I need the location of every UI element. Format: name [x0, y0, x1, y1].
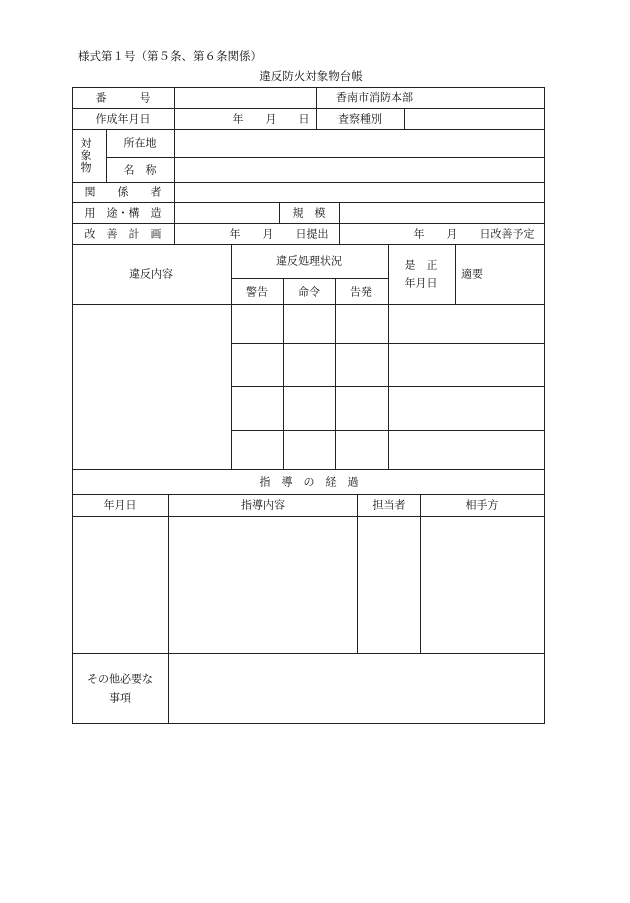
violation-content-label: 違反内容 [129, 267, 173, 281]
location-label: 所在地 [123, 136, 157, 150]
guidance-date-label: 年月日 [103, 498, 137, 512]
other-label-line1: その他必要な [87, 672, 153, 686]
dept-name: 香南市消防本部 [336, 91, 413, 104]
guidance-section-title: 指 導 の 経 過 [259, 475, 359, 489]
warning-label: 警告 [246, 285, 268, 299]
inspection-type-label: 査察種別 [338, 112, 382, 126]
stakeholder-label: 関 係 者 [84, 185, 162, 199]
created-date: 年 月 日 [232, 112, 310, 126]
use-structure-label: 用 途・構 造 [84, 206, 162, 220]
target-label: 対象物 [80, 137, 92, 174]
page-title: 違反防火対象物台帳 [259, 69, 363, 83]
submit-date: 年 月 日提出 [229, 227, 329, 241]
guidance-content-label: 指導内容 [241, 498, 285, 512]
improve-due: 年 月 日改善予定 [413, 227, 535, 241]
guidance-counterpart-label: 相手方 [465, 498, 499, 512]
scale-label: 規 模 [292, 206, 326, 220]
order-label: 命令 [298, 285, 320, 299]
correction-date-label: 年月日 [404, 276, 438, 290]
accusation-label: 告発 [350, 285, 372, 299]
guidance-staff-label: 担当者 [372, 498, 406, 512]
other-label-line2: 事項 [109, 691, 131, 705]
created-label: 作成年月日 [95, 112, 151, 126]
correction-label: 是 正 [404, 258, 438, 272]
form-number: 様式第１号（第５条、第６条関係） [78, 49, 262, 63]
name-label: 名 称 [123, 163, 157, 177]
notes-label: 適要 [461, 267, 483, 281]
violation-status-label: 違反処理状況 [276, 254, 342, 268]
improve-plan-label: 改 善 計 画 [84, 227, 162, 241]
number-label: 番 号 [95, 91, 151, 105]
